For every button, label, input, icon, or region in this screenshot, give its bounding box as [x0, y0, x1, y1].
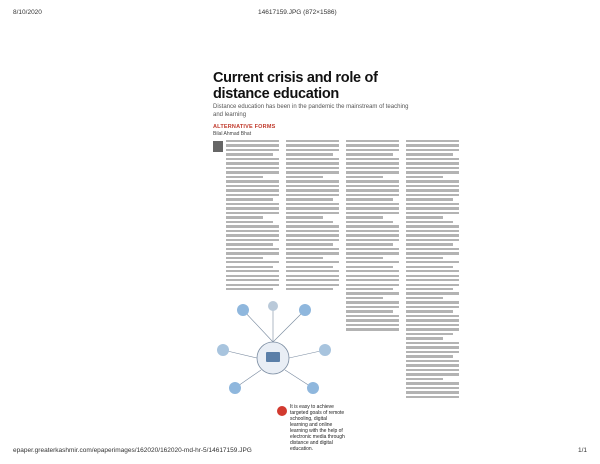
text-line	[406, 279, 459, 281]
text-line	[406, 198, 453, 200]
text-line	[286, 189, 339, 191]
article-kicker: ALTERNATIVE FORMS	[213, 124, 276, 130]
text-line	[226, 149, 279, 151]
text-line	[346, 153, 393, 155]
text-line	[346, 266, 393, 268]
text-line	[226, 279, 279, 281]
text-line	[346, 239, 399, 241]
text-line	[226, 248, 279, 250]
user-icon	[319, 344, 331, 356]
text-column-4	[406, 140, 459, 400]
text-line	[406, 252, 459, 254]
text-line	[286, 284, 339, 286]
text-line	[346, 288, 393, 290]
text-line	[226, 189, 279, 191]
text-line	[406, 234, 459, 236]
text-line	[346, 230, 399, 232]
text-line	[286, 239, 339, 241]
text-line	[346, 212, 399, 214]
text-line	[346, 225, 399, 227]
text-line	[406, 149, 459, 151]
user-icon	[307, 382, 319, 394]
text-line	[406, 176, 443, 178]
text-line	[226, 270, 279, 272]
text-line	[286, 243, 333, 245]
text-line	[406, 284, 459, 286]
text-line	[406, 396, 459, 398]
text-line	[346, 149, 399, 151]
text-line	[346, 292, 399, 294]
text-line	[406, 315, 459, 317]
text-line	[406, 351, 459, 353]
text-line	[346, 319, 399, 321]
text-line	[346, 185, 399, 187]
text-line	[286, 257, 323, 259]
text-line	[286, 171, 339, 173]
text-line	[286, 279, 339, 281]
text-line	[346, 180, 399, 182]
text-line	[406, 391, 459, 393]
text-line	[406, 140, 459, 142]
text-line	[226, 225, 279, 227]
text-line	[226, 162, 279, 164]
text-line	[346, 243, 393, 245]
text-line	[346, 306, 399, 308]
text-line	[406, 185, 459, 187]
caption-bullet-icon	[277, 406, 287, 416]
text-line	[406, 248, 459, 250]
text-line	[346, 171, 399, 173]
text-line	[346, 324, 399, 326]
text-line	[406, 266, 453, 268]
article-headline: Current crisis and role of distance education	[213, 70, 378, 102]
text-line	[286, 162, 339, 164]
text-line	[346, 203, 399, 205]
text-line	[226, 212, 279, 214]
network-infographic	[213, 300, 341, 400]
print-document-title: 14617159.JPG (872×1586)	[258, 9, 337, 16]
text-line	[226, 185, 279, 187]
text-line	[406, 328, 459, 330]
text-line	[346, 207, 399, 209]
text-line	[286, 176, 323, 178]
text-line	[226, 261, 279, 263]
text-line	[406, 207, 459, 209]
text-line	[226, 234, 279, 236]
text-line	[406, 355, 453, 357]
text-line	[286, 252, 339, 254]
user-icon	[229, 382, 241, 394]
user-icon	[217, 344, 229, 356]
text-column-2	[286, 140, 339, 292]
text-line	[406, 158, 459, 160]
text-line	[286, 261, 339, 263]
text-line	[286, 270, 339, 272]
text-line	[406, 387, 459, 389]
text-line	[346, 176, 383, 178]
text-line	[286, 288, 333, 290]
text-line	[346, 248, 399, 250]
text-line	[406, 221, 453, 223]
text-column-3	[346, 140, 399, 333]
text-line	[226, 266, 273, 268]
text-line	[286, 158, 339, 160]
text-line	[406, 194, 459, 196]
print-url: epaper.greaterkashmir.com/epaperimages/162020/162020-md-hr-5/14617159.JPG	[13, 447, 252, 454]
text-line	[286, 144, 339, 146]
text-line	[226, 221, 273, 223]
text-line	[286, 221, 333, 223]
image-caption: It is easy to achieve targeted goals of remote schooling, digital learning and online learning with the help of electronic media through distance and digital education.	[290, 404, 345, 452]
text-line	[346, 257, 383, 259]
text-line	[286, 153, 333, 155]
text-line	[406, 243, 453, 245]
text-line	[226, 239, 279, 241]
text-line	[406, 153, 453, 155]
text-line	[226, 216, 263, 218]
print-page-number: 1/1	[577, 447, 587, 454]
text-line	[406, 292, 459, 294]
text-line	[226, 158, 279, 160]
text-line	[406, 171, 459, 173]
text-line	[346, 284, 399, 286]
text-line	[286, 203, 339, 205]
text-line	[346, 144, 399, 146]
text-column-1	[226, 140, 279, 292]
text-line	[286, 212, 339, 214]
text-line	[406, 239, 459, 241]
text-line	[286, 225, 339, 227]
text-line	[406, 297, 443, 299]
text-line	[346, 216, 383, 218]
text-line	[346, 301, 399, 303]
text-line	[286, 149, 339, 151]
text-line	[226, 140, 279, 142]
text-line	[286, 248, 339, 250]
text-line	[406, 378, 443, 380]
text-line	[346, 261, 399, 263]
text-line	[406, 382, 459, 384]
text-line	[346, 198, 393, 200]
text-line	[226, 284, 279, 286]
text-line	[406, 301, 459, 303]
laptop-icon	[266, 352, 280, 362]
text-line	[346, 221, 393, 223]
text-line	[346, 167, 399, 169]
text-line	[286, 140, 339, 142]
text-line	[226, 194, 279, 196]
text-line	[406, 333, 453, 335]
text-line	[286, 198, 333, 200]
text-line	[286, 185, 339, 187]
text-line	[346, 140, 399, 142]
text-line	[346, 234, 399, 236]
text-line	[406, 319, 459, 321]
text-line	[226, 153, 273, 155]
text-line	[286, 207, 339, 209]
text-line	[286, 234, 339, 236]
text-line	[346, 275, 399, 277]
text-line	[226, 176, 263, 178]
text-line	[226, 171, 279, 173]
text-line	[346, 194, 399, 196]
text-line	[286, 230, 339, 232]
text-line	[226, 167, 279, 169]
text-line	[406, 167, 459, 169]
text-line	[286, 180, 339, 182]
text-line	[406, 306, 459, 308]
text-line	[286, 167, 339, 169]
text-line	[406, 337, 443, 339]
text-line	[346, 158, 399, 160]
text-line	[406, 180, 459, 182]
text-line	[406, 288, 453, 290]
text-line	[406, 364, 459, 366]
article-byline: Bilal Ahmad Bhat	[213, 131, 252, 137]
text-line	[406, 162, 459, 164]
text-line	[286, 266, 333, 268]
text-line	[406, 360, 459, 362]
text-line	[346, 328, 399, 330]
user-icon	[299, 304, 311, 316]
text-line	[406, 216, 443, 218]
text-line	[226, 230, 279, 232]
text-line	[406, 275, 459, 277]
text-line	[226, 198, 273, 200]
text-line	[286, 275, 339, 277]
text-line	[226, 243, 273, 245]
user-icon	[237, 304, 249, 316]
text-line	[286, 216, 323, 218]
text-line	[226, 144, 279, 146]
text-line	[346, 297, 383, 299]
text-line	[406, 225, 459, 227]
text-line	[406, 257, 443, 259]
text-line	[286, 194, 339, 196]
text-line	[346, 162, 399, 164]
text-line	[226, 252, 279, 254]
text-line	[226, 288, 273, 290]
text-line	[406, 230, 459, 232]
text-line	[406, 189, 459, 191]
user-icon	[268, 301, 278, 311]
text-line	[406, 369, 459, 371]
text-line	[346, 310, 393, 312]
text-line	[226, 180, 279, 182]
text-line	[406, 261, 459, 263]
text-line	[406, 203, 459, 205]
text-line	[226, 257, 263, 259]
text-line	[406, 270, 459, 272]
text-line	[406, 324, 459, 326]
article-subhead: Distance education has been in the pandemic the mainstream of teaching and learning	[213, 104, 409, 118]
text-line	[226, 207, 279, 209]
text-line	[406, 346, 459, 348]
text-line	[406, 342, 459, 344]
text-line	[346, 315, 399, 317]
print-date: 8/10/2020	[13, 9, 42, 16]
text-line	[346, 270, 399, 272]
text-line	[226, 275, 279, 277]
text-line	[346, 252, 399, 254]
text-line	[406, 144, 459, 146]
text-line	[406, 373, 459, 375]
text-line	[346, 189, 399, 191]
text-line	[406, 212, 459, 214]
text-line	[226, 203, 279, 205]
text-line	[406, 310, 453, 312]
text-line	[346, 279, 399, 281]
drop-cap	[213, 141, 223, 152]
